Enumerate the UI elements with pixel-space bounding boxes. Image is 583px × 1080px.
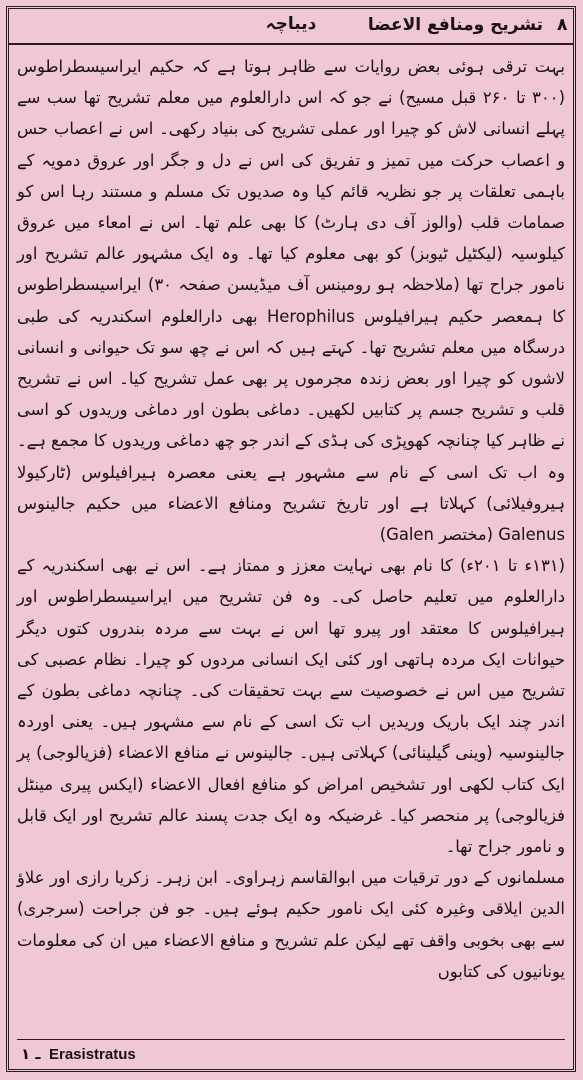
book-page bbox=[6, 6, 576, 1072]
section-title: دیباچہ bbox=[265, 14, 317, 34]
footnote bbox=[9, 1045, 573, 1069]
running-header bbox=[9, 9, 573, 45]
running-title: تشریح ومنافع الاعضا bbox=[367, 15, 543, 35]
page-number: ۸ bbox=[557, 15, 568, 35]
footnote-marker: ۱ ـ bbox=[21, 1045, 41, 1063]
page-body bbox=[17, 51, 565, 1011]
paragraph-3: مسلمانوں کے دور ترقیات میں ابوالقاسم زہراوی۔ ابن زہر۔ زکریا رازی اور علاؤ الدین ایلاقی وغیرہ کئی ایک نامور حکیم ہوئے ہیں۔ جو فن جراحت (سرجری) سے بھی بخوبی واقف تھے لیکن علم تشریح و منافع الاعضاء میں ان کی معلومات یونانیوں کی کتابوں bbox=[17, 868, 565, 981]
paragraph-1: بہت ترقی ہوئی بعض روایات سے ظاہر ہوتا ہے کہ حکیم ایراسیسطراطوس (۳۰۰ تا ۲۶۰ قبل مسیح) نے جو کہ اس دارالعلوم میں معلم تشریح تھا سب سے پہلے انسانی لاش کو چیرا اور عملی تشریح کی بنیاد رکھی۔ اس نے اعصاب حس و اعصاب حرکت میں تمیز و تفریق کی اس نے دل و جگر اور عروق دمویہ کے باہمی تعلقات پر جو نظریہ قائم کیا وہ صدیوں تک مسلم و مستند رہا اس کو صمامات قلب (والوز آف دی ہارٹ) کا بھی علم تھا۔ اس نے امعاء میں عروق کیلوسیہ (لیکٹیل ٹیوبز) کو بھی معلوم کیا تھا۔ وہ ایک مشہور عالم تشریح اور نامور جراح تھا (ملاحظہ ہو رومینس آف میڈیسن صفحہ ۳۰) ایراسیسطراطوس کا ہمعصر حکیم ہیرافیلوس Herophilus بھی دارالعلوم اسکندریہ کی طبی درسگاہ میں معلم تشریح تھا۔ کہتے ہیں کہ اس نے چھ سو تک حیوانی و انسانی لاشوں کو چیرا اور بعض زندہ مجرموں پر بھی عمل تشریح کیا۔ اس نے تشریح قلب و تشریح جسم پر کتابیں لکھیں۔ دماغی بطون اور دماغی وریدوں کو اسی نے ظاہر کیا چنانچہ کھوپڑی کی ہڈی کے اندر جو چھ دماغی وریدوں کا مجمع ہے۔ وہ اب تک اسی کے نام سے مشہور ہے یعنی معصرہ ہیرافیلوس (ٹارکیولا ہیروفیلائی) کہلاتا ہے اور تاریخ تشریح ومنافع الاعضاء میں حکیم جالینوس Galenus (مختصر Galen) bbox=[17, 57, 565, 545]
footnote-text: Erasistratus bbox=[49, 1046, 136, 1063]
footnote-divider bbox=[17, 1039, 565, 1040]
paragraph-2: (۱۳۱ء تا ۲۰۱ء) کا نام بھی نہایت معزز و ممتاز ہے۔ اس نے بھی اسکندریہ کے دارالعلوم میں تعلیم حاصل کی۔ وہ فن تشریح میں ایراسیسطراطوس اور ہیرافیلوس کا معتقد اور پیرو تھا اس نے بہت سے مردہ بندروں کتوں دیگر حیوانات ایک مردہ ہاتھی اور کئی ایک انسانی مردوں کو چیرا۔ نظام عصبی کی تشریح میں اس نے خصوصیت سے بہت تحقیقات کی۔ چنانچہ دماغی بطون کے اندر چند ایک باریک وریدیں اب تک اسی کے نام سے مشہور ہیں۔ یعنی اوردہ جالینوسیہ (وینی گیلینائی) کہلاتی ہیں۔ جالینوس نے منافع الاعضاء (فزیالوجی) پر ایک کتاب لکھی اور تشخیص امراض کو منافع افعال الاعضاء (ایکس پیری مینٹل فزیالوجی) پر منحصر کیا۔ غرضیکہ وہ ایک جدت پسند عالم تشریح اور ایک قابل و نامور جراح تھا۔ bbox=[17, 556, 565, 857]
